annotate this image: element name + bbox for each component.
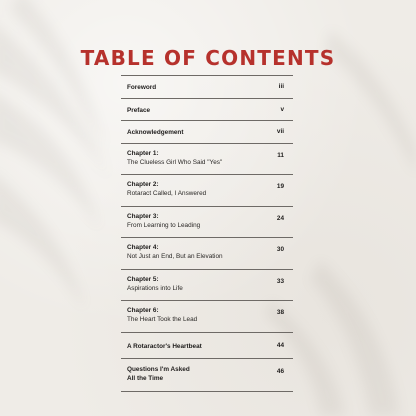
toc-entry-heading: A Rotaractor's Heartbeat xyxy=(127,342,202,350)
page-title: TABLE OF CONTENTS xyxy=(80,46,336,70)
toc-entry-subtitle: The Heart Took the Lead xyxy=(127,316,198,323)
toc-page-number: 38 xyxy=(276,309,284,316)
toc-entry-label xyxy=(127,106,150,115)
toc-page-number: 33 xyxy=(276,277,284,285)
toc-entry-foreword[interactable] xyxy=(121,76,293,99)
toc-page-number: iii xyxy=(278,83,284,90)
toc-entry-questions[interactable] xyxy=(121,359,293,392)
toc-page-number: v xyxy=(280,105,284,113)
toc-entry-chapter-3[interactable] xyxy=(121,207,293,239)
toc-page-number: 11 xyxy=(277,151,284,159)
table-of-contents xyxy=(121,75,293,392)
toc-entry-label xyxy=(127,243,223,261)
toc-entry-chapter-4[interactable] xyxy=(121,238,293,270)
toc-entry-heading: Foreword xyxy=(127,84,157,91)
toc-entry-subtitle: Rotaract Called, I Answered xyxy=(127,190,207,197)
toc-entry-heading: Questions I'm Asked xyxy=(127,365,190,373)
toc-entry-heading: Chapter 2: xyxy=(127,181,159,188)
toc-entry-preface[interactable] xyxy=(121,99,293,122)
toc-entry-label xyxy=(127,342,202,351)
toc-entry-subtitle: All the Time xyxy=(127,374,164,382)
toc-page-number: 19 xyxy=(276,183,284,190)
toc-entry-label xyxy=(127,275,183,293)
toc-entry-heading: Chapter 3: xyxy=(127,212,159,220)
toc-page-number: vii xyxy=(276,128,284,135)
toc-entry-chapter-5[interactable] xyxy=(121,270,293,302)
toc-entry-subtitle: The Clueless Girl Who Said "Yes" xyxy=(127,158,223,166)
toc-entry-heading: Preface xyxy=(127,106,151,114)
toc-page-number: 24 xyxy=(276,214,284,222)
toc-entry-heading: Acknowledgement xyxy=(127,129,184,136)
toc-entry-rotaractors-heartbeat[interactable] xyxy=(121,333,293,359)
toc-entry-heading: Chapter 1: xyxy=(127,149,159,157)
toc-entry-acknowledgement[interactable] xyxy=(121,121,293,144)
toc-entry-heading: Chapter 6: xyxy=(127,307,159,314)
toc-entry-heading: Chapter 4: xyxy=(127,244,159,251)
toc-entry-chapter-6[interactable] xyxy=(121,301,293,333)
toc-entry-chapter-1[interactable] xyxy=(121,144,293,176)
toc-entry-chapter-2[interactable] xyxy=(121,175,293,207)
toc-entry-subtitle: Not Just an End, But an Elevation xyxy=(127,253,223,260)
toc-page-number: 46 xyxy=(276,367,284,375)
toc-entry-label xyxy=(127,212,200,230)
toc-entry-heading: Chapter 5: xyxy=(127,275,159,283)
toc-entry-subtitle: Aspirations into Life xyxy=(127,284,183,292)
toc-entry-label xyxy=(127,306,197,324)
toc-entry-label xyxy=(127,128,183,137)
toc-entry-label xyxy=(127,83,156,92)
toc-entry-label xyxy=(127,365,190,383)
toc-page-number: 44 xyxy=(276,341,284,349)
toc-entry-label xyxy=(127,180,206,198)
toc-page-number: 30 xyxy=(276,246,284,253)
toc-entry-subtitle: From Learning to Leading xyxy=(127,221,201,229)
toc-entry-label xyxy=(127,149,222,167)
